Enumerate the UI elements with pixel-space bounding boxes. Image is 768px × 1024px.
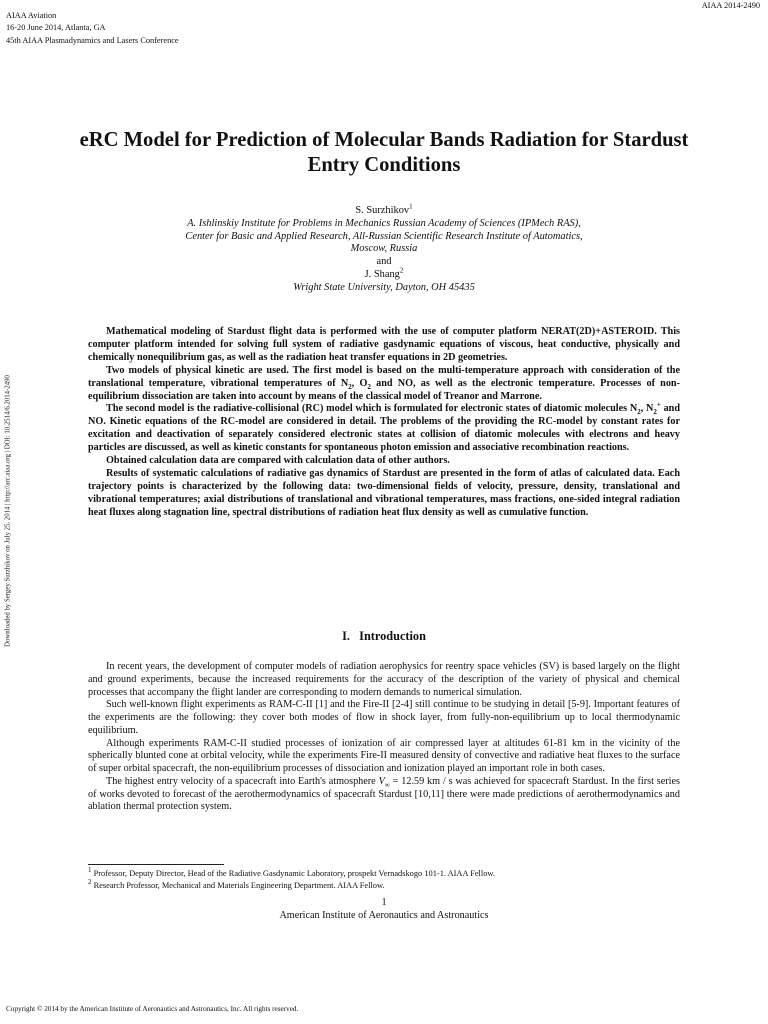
author-and: and: [376, 256, 392, 268]
paper-title: eRC Model for Prediction of Molecular Bands Radiation for Stardust Entry Conditions: [79, 129, 689, 176]
footnotes: [88, 868, 688, 891]
author-2-mark: 2: [399, 266, 404, 275]
abstract-paragraph-1: Mathematical modeling of Stardust flight data is performed with the use of computer platform NERAT(2D)+ASTEROID. This computer platform intended for solving full system of radiative gasdynamic equations of viscous, heat conductive, physically and chemically nonequilibrium gas, as well as the radiation heat transfer equations in 2D geometries.: [88, 326, 680, 363]
footer-org: American Institute of Aeronautics and Astronautics: [279, 909, 489, 921]
abstract-paragraph-3: The second model is the radiative-collisional (RC) model which is formulated for electronic states of diatomic molecules $N_2$, $N_2^+$ and NO. Kinetic equations of the RC-model are considered in detail. The problems of the providing the RC-model by constant rates for excitation and deactivation of separately considered electronic states at collision of diatomic molecules with electrons and heavy particles are discussed, as well as kinetic constants for spontaneous photon emission and associative recombination reactions.: [88, 401, 681, 454]
download-note-text: Downloaded by Sergey Surzhikov on July 25, 2014 | http://arc.aiaa.org | DOI: 10.2514/6.2014-2490: [4, 375, 12, 647]
header-line-1: AIAA Aviation: [6, 11, 57, 20]
affiliation-1-line-2: Center for Basic and Applied Research, All-Russian Scientific Research Institute of Automatics,: [185, 230, 583, 242]
footnote-divider: [88, 864, 224, 865]
author-1-mark: 1: [409, 202, 413, 211]
abstract-paragraph-4: Obtained calculation data are compared with calculation data of other authors.: [106, 455, 450, 467]
page-number: 1: [381, 897, 387, 908]
footnote-2: $^2$ Research Professor, Mechanical and Materials Engineering Department. AIAA Fellow.: [88, 877, 385, 890]
footnote-1: $^1$ Professor, Deputy Director, Head of the Radiative Gasdynamic Laboratory, prospekt Vernadskogo 101-1. AIAA Fellow.: [88, 866, 495, 878]
author-1: S. Surzhikov$^1$: [355, 202, 413, 216]
abstract: [88, 326, 680, 520]
author-block: [100, 202, 668, 295]
copyright-notice: Copyright © 2014 by the American Institute of Aeronautics and Astronautics, Inc. All rights reserved.: [6, 1005, 299, 1013]
download-note: [3, 336, 13, 686]
body-paragraph-2: Such well-known flight experiments as RAM-C-II [1] and the Fire-II [2-4] still continue to be studying in detail [5-9]. Important features of the experiments are the following: they cover both modes of flow in shock layer, from fully-non-equilibrium up to local thermodynamic equilibrium.: [88, 699, 680, 736]
affiliation-2: Wright State University, Dayton, OH 45435: [293, 281, 475, 293]
author-2: J. Shang$^2$: [364, 266, 404, 280]
abstract-paragraph-2: Two models of physical kinetic are used. The first model is based on the multi-temperature approach with consideration of the translational temperature, vibrational temperatures of $N_2$, $O_2$ and NO, as well as the electronic temperature. Processes of non-equilibrium dissociation are taken into account by means of the classical model of Treanor and Marrone.: [88, 364, 680, 402]
affiliation-1-line-1: A. Ishlinskiy Institute for Problems in Mechanics Russian Academy of Sciences (IPMech RAS),: [187, 217, 581, 229]
affiliation-1-line-3: Moscow, Russia: [350, 243, 418, 255]
conference-header: [6, 10, 179, 47]
page-footer: [88, 897, 680, 923]
header-line-3: 45th AIAA Plasmadynamics and Lasers Conference: [6, 35, 179, 45]
paper-id: AIAA 2014-2490: [701, 1, 760, 10]
body-paragraph-4: The highest entry velocity of a spacecraft into Earth's atmosphere $V_\infty = 12.59$ km / s was achieved for spacecraft Stardust. In the first series of works devoted to forecast of the aerothermodynamics of spacecraft Stardust [10,11] there were made predictions of aerothermodynamics and ablation thermal protection system.: [88, 775, 680, 813]
section-heading: [88, 629, 680, 644]
body-paragraph-1: In recent years, the development of computer models of radiation aerophysics for reentry space vehicles (SV) is based largely on the flight and ground experiments, because the increased requirements for the accuracy of the description of the variety of physical and chemical processes that accompany the flight lander are corresponding to modern demands to numerical simulation.: [88, 661, 680, 698]
section-title: Introduction: [359, 629, 426, 643]
section-number: I.: [342, 629, 350, 643]
body-text: [88, 661, 680, 814]
header-line-2: 16-20 June 2014, Atlanta, GA: [6, 23, 106, 33]
abstract-paragraph-5: Results of systematic calculations of radiative gas dynamics of Stardust are presented in the form of atlas of calculated data. Each trajectory points is characterized by the following data: two-dimensional fields of velocity, pressure, density, translational and vibrational temperatures; axial distributions of translational and vibrational temperatures, mass fractions, one-sided integral radiation heat fluxes along stagnation line, spectral distributions of radiation heat flux density as well as cumulative function.: [88, 467, 680, 518]
body-paragraph-3: Although experiments RAM-C-II studied processes of ionization of air compressed layer at altitudes 61-81 km in the vicinity of the spherically blunted cone at orbital velocity, while the experiments Fire-II measured density of convective and radiative heat fluxes to the surface of super orbital spacecraft, the non-equilibrium processes of dissociation and ionization played an important role in both cases.: [88, 737, 680, 774]
